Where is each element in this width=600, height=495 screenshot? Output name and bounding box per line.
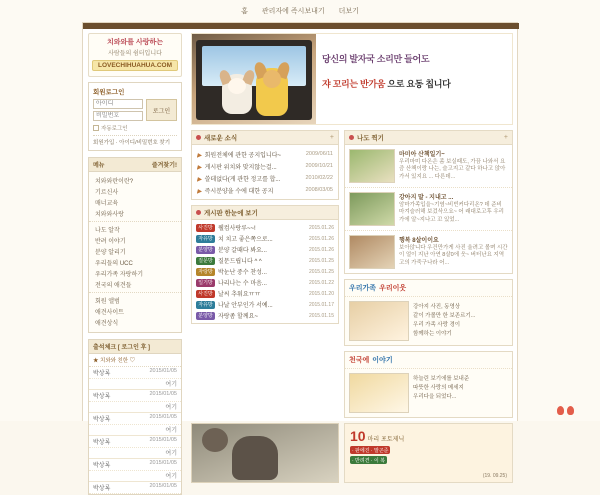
login-help-links[interactable]: 회원가입 · 아이디/비밀번호 찾기 bbox=[93, 135, 177, 146]
board-tag: 일기방 bbox=[196, 279, 215, 287]
gallery-panel-title-row bbox=[349, 133, 384, 142]
red-dot-icon bbox=[196, 210, 201, 215]
sidebar-item-10[interactable]: 회원 앨범 bbox=[89, 292, 181, 306]
bottom-photo[interactable] bbox=[191, 423, 339, 483]
attendance-name: 박상록 bbox=[93, 463, 111, 469]
promo-family-item[interactable]: 함께하는 이야기 bbox=[413, 330, 452, 337]
news-item-date: 2009/10/21 bbox=[305, 163, 333, 169]
board-panel bbox=[191, 205, 339, 324]
board-title: 자랑좀 할께요~ bbox=[218, 314, 258, 320]
news-panel-title-row bbox=[196, 133, 237, 142]
hero-line-2 bbox=[322, 77, 508, 90]
red-dot-icon bbox=[349, 135, 354, 140]
sidebar-item-2[interactable]: 매너교육 bbox=[95, 201, 119, 207]
promo-memorial-image[interactable] bbox=[349, 373, 409, 413]
board-date: 2015.01.15 bbox=[308, 312, 334, 319]
checkbox-icon[interactable] bbox=[93, 125, 99, 131]
bottom-row bbox=[191, 423, 519, 483]
gallery-item-text bbox=[399, 235, 508, 269]
login-button[interactable]: 로그인 bbox=[146, 99, 177, 121]
auto-login-label: 자동로그인 bbox=[101, 126, 128, 132]
board-title: 웰컴사랑루~~! bbox=[218, 226, 256, 232]
hero-banner[interactable] bbox=[191, 33, 513, 125]
attendance-sub-2: 여기 bbox=[89, 425, 181, 436]
gallery-panel bbox=[344, 130, 513, 274]
promo-family-list bbox=[413, 301, 475, 341]
board-date: 2015.01.25 bbox=[308, 268, 334, 275]
board-date: 2015.01.26 bbox=[308, 246, 334, 253]
promo-family-item[interactable]: 강아지 사진, 동영상 bbox=[413, 303, 461, 310]
attendance-date: 2015/01/05 bbox=[149, 414, 177, 420]
attendance-sub-3: 여기 bbox=[89, 448, 181, 459]
attendance-date: 2015/01/05 bbox=[149, 391, 177, 397]
sidebar-item-11[interactable]: 애견사이트 bbox=[95, 310, 124, 316]
board-title: 분양 갈때다 봐요... bbox=[218, 248, 267, 254]
red-dot-icon bbox=[196, 135, 201, 140]
sidebar-item-1[interactable]: 기르신사 bbox=[95, 190, 119, 196]
board-date: 2015.01.22 bbox=[308, 279, 334, 286]
board-tag: 사진방 bbox=[196, 224, 215, 232]
ad-number-suffix: 마리 bbox=[367, 437, 380, 443]
ad-badge-1: · 판에진 · 말곤준 bbox=[352, 447, 389, 454]
gallery-item[interactable] bbox=[345, 188, 512, 231]
gallery-thumbnail[interactable] bbox=[349, 235, 395, 269]
sidebar-menu-header bbox=[89, 158, 181, 172]
news-more-button[interactable]: + bbox=[329, 134, 334, 141]
news-item[interactable] bbox=[192, 184, 338, 196]
attendance-date: 2015/01/05 bbox=[149, 460, 177, 466]
site-frame bbox=[82, 22, 518, 492]
board-row[interactable] bbox=[192, 233, 338, 244]
attendance-box bbox=[88, 339, 182, 495]
board-row[interactable] bbox=[192, 266, 338, 277]
board-date: 2015.01.20 bbox=[308, 290, 334, 297]
board-date: 2015.01.26 bbox=[308, 224, 334, 231]
news-panel-header bbox=[192, 131, 338, 145]
left-sidebar bbox=[83, 29, 187, 492]
gallery-item-body: 우리마미 다온은 좀 보실때도, 가끔 나와서 요즘 산책이랑 나는, 슬고지고 같다 하나고 앉아가서 있지요 ... 다른데... bbox=[399, 159, 506, 180]
board-title: 나리나는 수 마음... bbox=[218, 281, 267, 287]
attendance-sub-4: 여기 bbox=[89, 471, 181, 482]
board-panel-header bbox=[192, 206, 338, 220]
promo-memorial-item[interactable]: 우리다을 되었다... bbox=[413, 393, 457, 400]
hero-line-2-accent: 쟈 꼬리는 반가움 bbox=[322, 79, 386, 89]
gallery-item-body: 암마가족입을~기염~비빈커다리온? 데 준비 마겨슬러해 보겄삭으요~ 어 래대로고후 우리가에 알~지나고 꼬 있었... bbox=[399, 202, 504, 223]
board-title: 치 치고 좋은쪽으로... bbox=[218, 237, 273, 243]
hero-banner-photo bbox=[192, 34, 316, 125]
promo-family-item[interactable]: 같이 가볼만 한 보존르기... bbox=[413, 312, 476, 319]
gallery-item[interactable] bbox=[345, 231, 512, 273]
gallery-item-title: 마미아 산책일기~ bbox=[399, 152, 445, 158]
logo-line-1: 치와와를 사랑하는 bbox=[106, 39, 164, 46]
ad-number-row bbox=[350, 428, 507, 444]
news-item-date: 2010/02/22 bbox=[305, 175, 333, 181]
sidebar-item-0[interactable]: 치와와란이란? bbox=[95, 179, 134, 185]
login-box bbox=[88, 82, 182, 151]
sidebar-item-8[interactable]: 우리가족 자랑하기 bbox=[95, 272, 144, 278]
ad-box[interactable] bbox=[344, 423, 513, 483]
board-date: 2015.01.17 bbox=[308, 301, 334, 308]
promo-memorial-title-b: 이야기 bbox=[372, 357, 393, 364]
news-list bbox=[192, 145, 338, 199]
gallery-item[interactable] bbox=[345, 145, 512, 188]
attendance-subheader: ★ 치와와 친한 ♡ bbox=[89, 354, 181, 367]
gallery-item-text bbox=[399, 149, 508, 183]
ad-line-2 bbox=[350, 456, 507, 464]
ad-date: (19. 09.25) bbox=[482, 473, 507, 479]
promo-memorial-item[interactable]: 하늘린 보기에를 보내준 bbox=[413, 375, 470, 382]
promo-family-header bbox=[345, 280, 512, 297]
promo-memorial-item[interactable]: 따뜻한 사랑의 메세지 bbox=[413, 384, 464, 391]
footer-paw-icons bbox=[557, 406, 574, 415]
topnav-item-more[interactable]: 더보기 bbox=[338, 8, 359, 15]
board-row[interactable] bbox=[192, 244, 338, 255]
news-item-date: 2008/03/05 bbox=[305, 187, 333, 193]
attendance-name: 박상록 bbox=[93, 371, 111, 377]
attendance-header: 출석체크 [ 로그인 후 ] bbox=[89, 340, 181, 354]
board-tag: 분양방 bbox=[196, 246, 215, 254]
promo-memorial-header bbox=[345, 352, 512, 369]
board-title: 질문드립니다 ^ ^ bbox=[218, 259, 262, 265]
board-tag: 분양방 bbox=[196, 312, 215, 320]
attendance-row[interactable] bbox=[89, 436, 181, 448]
promo-family-item[interactable]: 우리 가족 사랑 경이 bbox=[413, 321, 461, 328]
gallery-panel-title: 나도 찍기 bbox=[357, 135, 384, 142]
board-row[interactable] bbox=[192, 310, 338, 321]
board-tag: 사진방 bbox=[196, 290, 215, 298]
board-row[interactable] bbox=[192, 222, 338, 233]
login-title: 회원로그인 bbox=[93, 89, 125, 96]
ad-line-1 bbox=[350, 446, 507, 454]
promo-family-title-a: 우리가족 bbox=[349, 285, 377, 292]
board-title: 날씨 추워요ㅠㅠ bbox=[218, 292, 261, 298]
board-title: 박눈난 중수 찬성... bbox=[218, 270, 267, 276]
dog-photo-right bbox=[256, 68, 288, 116]
main-content bbox=[187, 29, 519, 479]
promo-memorial-box[interactable] bbox=[344, 351, 513, 418]
hero-line-2-rest: 으로 요동 칩니다 bbox=[387, 79, 451, 89]
board-panel-title: 게시판 한눈에 보기 bbox=[204, 210, 258, 217]
news-item-text: ▶ 회원전체에 관한 공지입니다~ bbox=[197, 152, 282, 159]
news-item-text: ▶ 게시판 위치와 맞지않는걸... bbox=[197, 164, 277, 171]
board-tag: 질문방 bbox=[196, 257, 215, 265]
hero-line-1: 당신의 발자국 소리만 들어도 bbox=[322, 54, 430, 64]
auto-login-checkbox-row[interactable] bbox=[93, 124, 177, 132]
board-panel-title-row bbox=[196, 208, 258, 217]
attendance-row[interactable] bbox=[89, 390, 181, 402]
gallery-item-title: 강아지 말 - 지내고 ... bbox=[399, 195, 454, 201]
gallery-item-title: 행복 8살이이요 bbox=[399, 238, 439, 244]
bottom-photo-dog-head bbox=[202, 428, 228, 452]
logo-line-2: 사람들의 쉼터입니다 bbox=[108, 51, 162, 57]
bottom-photo-dog-body bbox=[232, 436, 278, 480]
board-row[interactable] bbox=[192, 288, 338, 299]
gallery-thumbnail[interactable] bbox=[349, 192, 395, 226]
news-item[interactable] bbox=[192, 172, 338, 184]
news-item-text: ▶ 쓸데없다(게 관한 정고를 합... bbox=[197, 176, 281, 183]
sidebar-item-9[interactable]: 전국의 애견들 bbox=[95, 283, 132, 289]
board-row[interactable] bbox=[192, 255, 338, 266]
board-date: 2015.01.26 bbox=[308, 235, 334, 242]
gallery-panel-header bbox=[345, 131, 512, 145]
news-panel bbox=[191, 130, 339, 200]
attendance-sub-1: 여기 bbox=[89, 402, 181, 413]
sidebar-item-3[interactable]: 치와와사랑 bbox=[95, 212, 124, 218]
attendance-date: 2015/01/05 bbox=[149, 483, 177, 489]
sidebar-menu-header-left: 메뉴 bbox=[93, 163, 105, 169]
gallery-item-text bbox=[399, 192, 508, 226]
sidebar-item-12[interactable]: 애견상식 bbox=[95, 321, 119, 327]
sidebar-item-7[interactable]: 우리들의 UCC bbox=[95, 261, 133, 267]
ad-number: 10 bbox=[350, 428, 366, 444]
attendance-sub-0: 여기 bbox=[89, 379, 181, 390]
top-navigation bbox=[0, 0, 600, 22]
news-item-date: 2009/06/11 bbox=[305, 151, 333, 157]
news-item[interactable] bbox=[192, 160, 338, 172]
gallery-more-button[interactable]: + bbox=[503, 134, 508, 141]
gallery-thumbnail[interactable] bbox=[349, 149, 395, 183]
board-title: 나날 안부인가 서예... bbox=[218, 303, 273, 309]
board-row[interactable] bbox=[192, 299, 338, 310]
site-logo[interactable] bbox=[88, 33, 182, 77]
sidebar-menu-header-right[interactable]: 즐겨찾기! bbox=[151, 163, 177, 169]
ad-subtitle: 포토제닉 bbox=[381, 437, 405, 443]
dog-photo-left bbox=[222, 74, 252, 114]
attendance-name: 박상록 bbox=[93, 486, 111, 492]
attendance-row[interactable] bbox=[89, 459, 181, 471]
attendance-row[interactable] bbox=[89, 413, 181, 425]
attendance-row[interactable] bbox=[89, 367, 181, 379]
login-pw-input[interactable] bbox=[93, 111, 143, 121]
sidebar-menu bbox=[88, 157, 182, 333]
gallery-column bbox=[344, 130, 513, 418]
board-row[interactable] bbox=[192, 277, 338, 288]
news-panel-title: 새로운 소식 bbox=[204, 135, 238, 142]
board-tag: 자유방 bbox=[196, 301, 215, 309]
board-tag: 자유방 bbox=[196, 235, 215, 243]
attendance-name: 박상록 bbox=[93, 417, 111, 423]
news-item-text: ▶ 즉시분양을 수에 대한 공지 bbox=[197, 188, 274, 195]
paw-icon bbox=[567, 406, 574, 415]
content-columns bbox=[83, 29, 519, 492]
hero-banner-text bbox=[322, 52, 508, 90]
login-id-input[interactable] bbox=[93, 99, 143, 109]
sidebar-item-5[interactable]: 반려 이야기 bbox=[95, 239, 126, 245]
attendance-date: 2015/01/05 bbox=[149, 368, 177, 374]
news-column bbox=[191, 130, 339, 418]
promo-family-box[interactable] bbox=[344, 279, 513, 346]
board-tag: 자랑방 bbox=[196, 268, 215, 276]
sidebar-item-4[interactable]: 나도 알작 bbox=[89, 221, 181, 235]
mid-columns bbox=[191, 130, 519, 418]
paw-icon bbox=[557, 406, 564, 415]
news-item[interactable] bbox=[192, 148, 338, 160]
topnav-item-home[interactable]: 홈 bbox=[241, 8, 248, 15]
attendance-date: 2015/01/05 bbox=[149, 437, 177, 443]
logo-brand: LOVECHIHUAHUA.COM bbox=[92, 60, 178, 71]
topnav-item-admin[interactable]: 관리자에 즉시보내기 bbox=[261, 8, 325, 15]
promo-family-title-b: 우리이웃 bbox=[379, 285, 407, 292]
ad-badge-2: · 반려견 · 이 복 bbox=[352, 457, 386, 464]
promo-memorial-list bbox=[413, 373, 469, 413]
attendance-row[interactable] bbox=[89, 482, 181, 494]
sidebar-item-6[interactable]: 분양 알리기 bbox=[95, 250, 126, 256]
attendance-name: 박상록 bbox=[93, 394, 111, 400]
attendance-name: 박상록 bbox=[93, 440, 111, 446]
promo-memorial-title-a: 천국에 bbox=[349, 357, 370, 364]
promo-family-image[interactable] bbox=[349, 301, 409, 341]
gallery-item-body: 보아앉니다 우건만가게 사진 울려고 볼며 시간이 얼이 지난 아연 8살0에 읏~ 버터난요 지역고의 가죽구나라 어... bbox=[399, 245, 508, 266]
board-list bbox=[192, 220, 338, 323]
board-date: 2015.01.25 bbox=[308, 257, 334, 264]
